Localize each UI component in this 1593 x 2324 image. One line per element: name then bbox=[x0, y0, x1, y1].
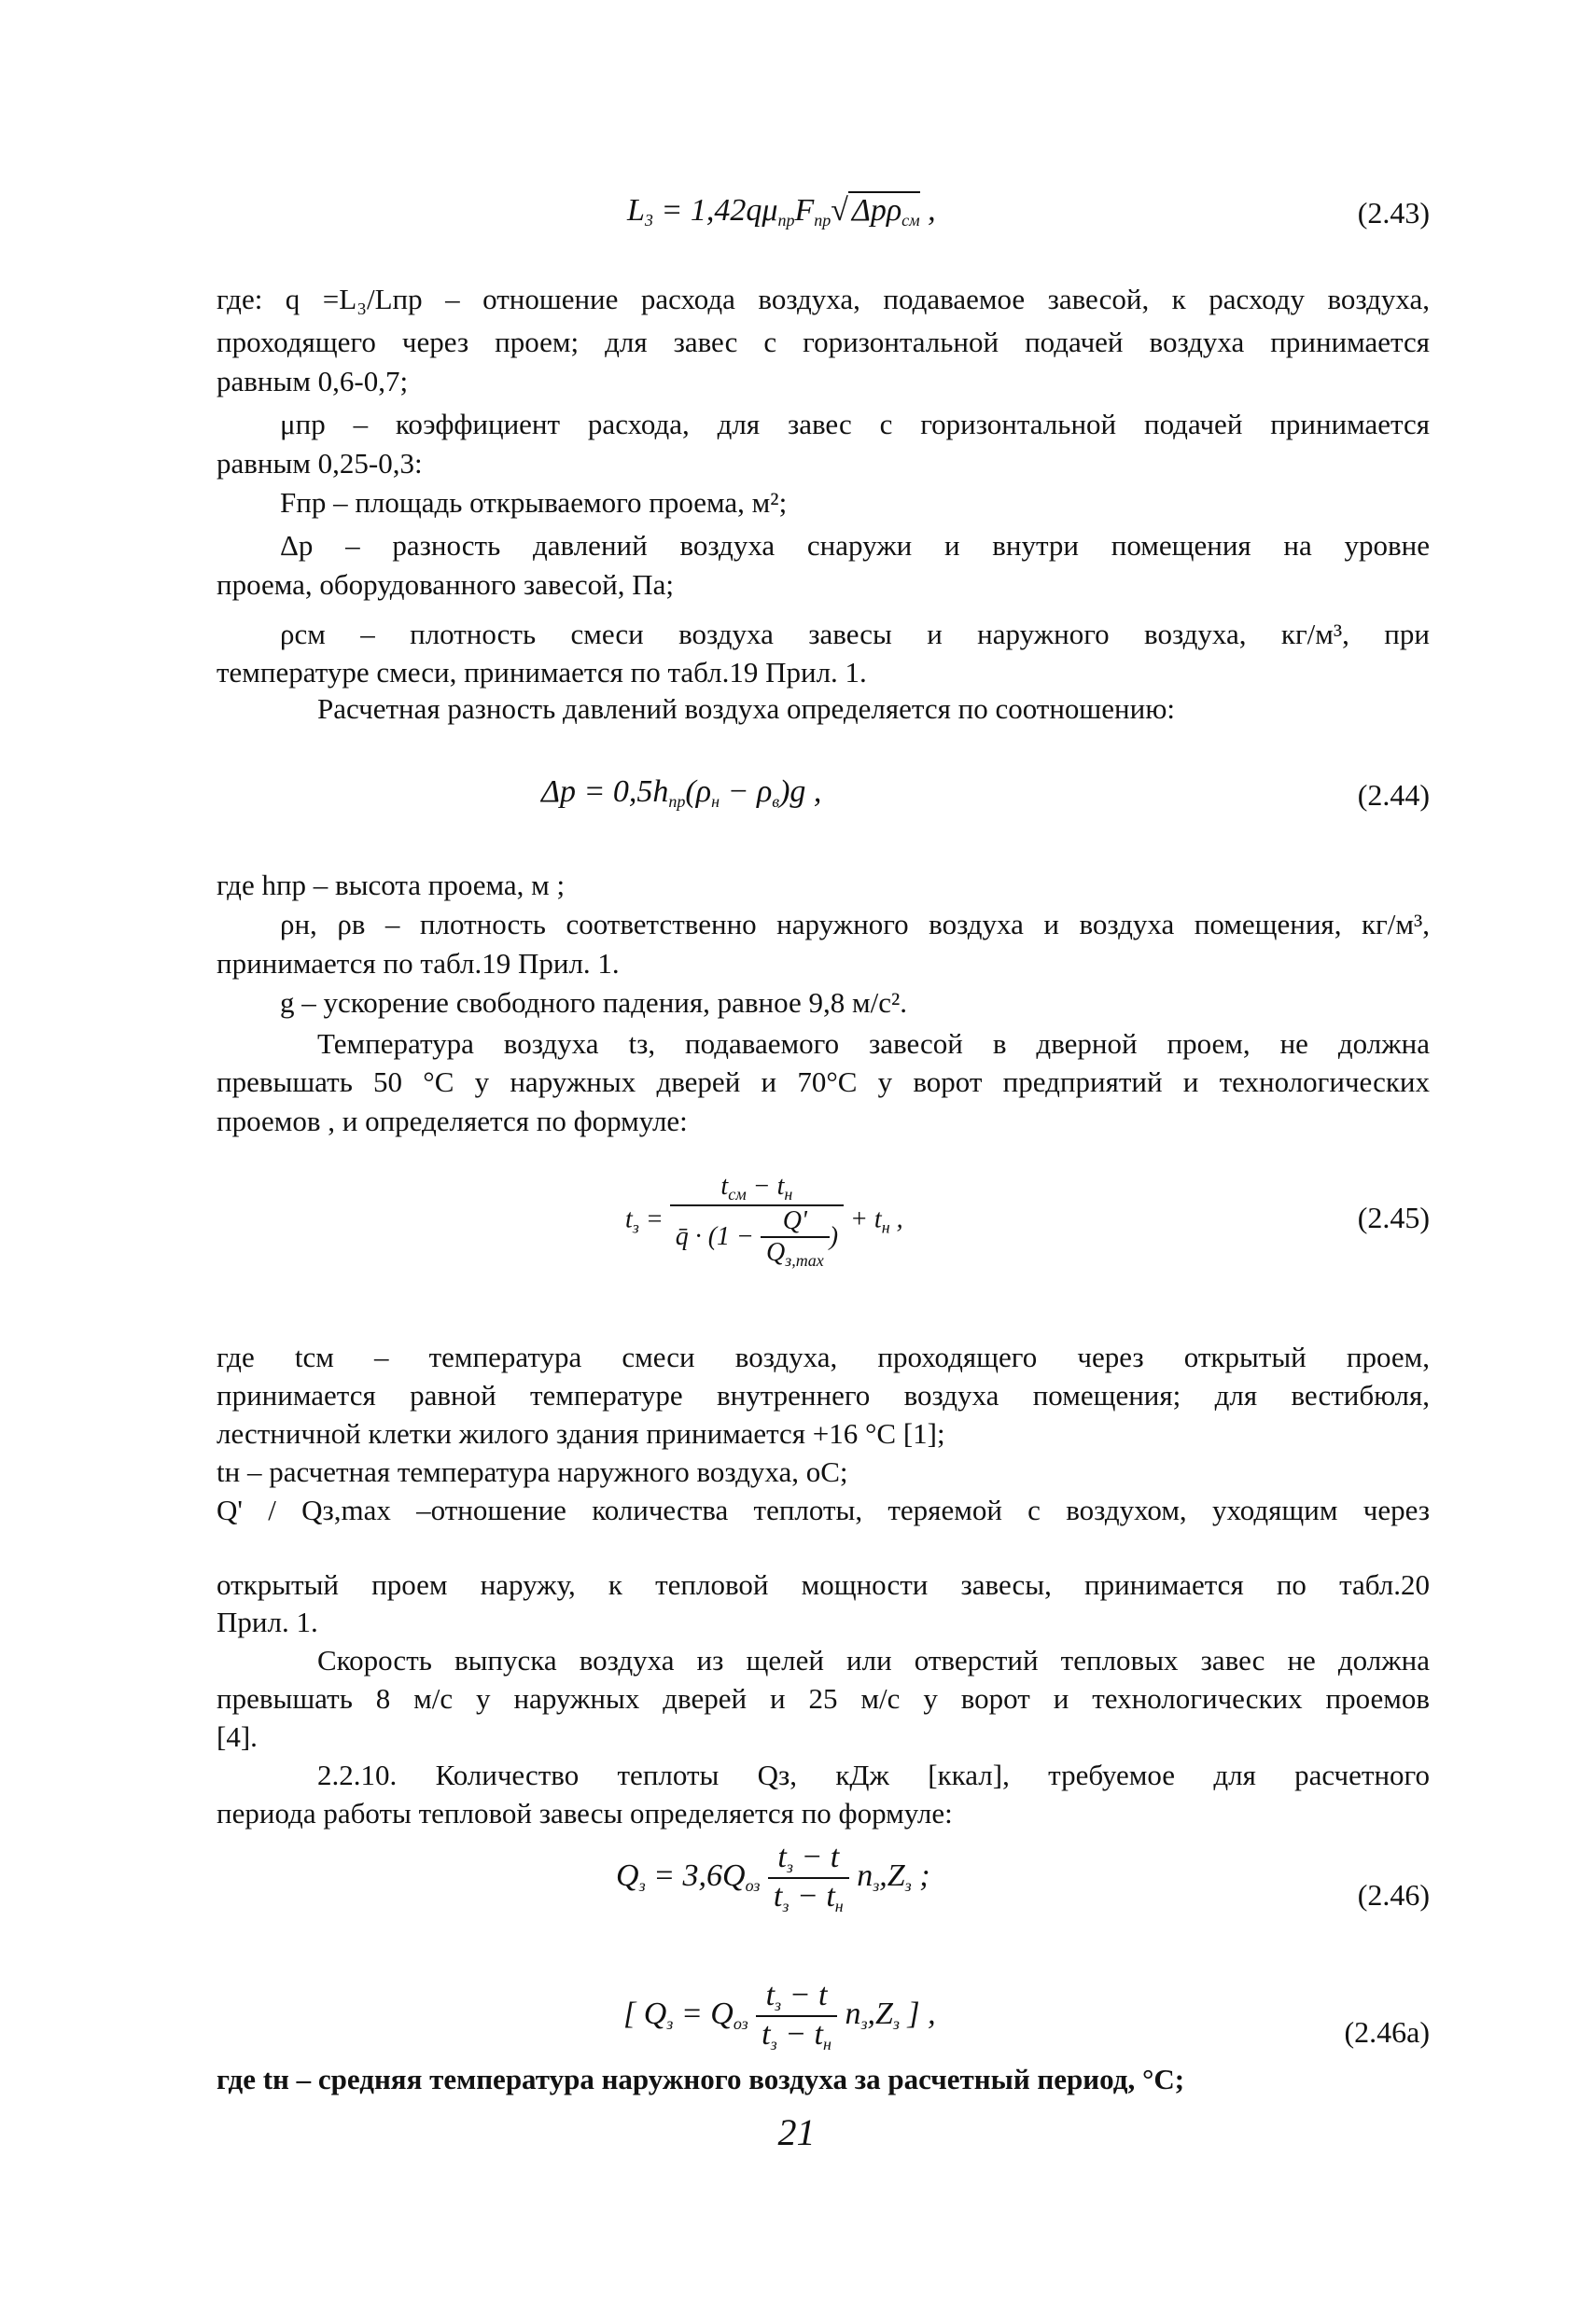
text-line: где tн – средняя температура наружного воздуха за расчетный период, °С; bbox=[217, 2063, 1185, 2095]
text-line: открытый проем наружу, к тепловой мощности завесы, принимается по табл.20 bbox=[217, 1568, 1430, 1601]
text-line: где tсм – температура смеси воздуха, проходящего через открытый проем, bbox=[217, 1341, 1430, 1373]
text-line: Расчетная разность давлений воздуха определяется по соотношению: bbox=[317, 692, 1176, 725]
equation-number-2-46: (2.46) bbox=[1357, 1878, 1430, 1912]
text-line: превышать 50 °С у наружных дверей и 70°С у ворот предприятий и технологических bbox=[217, 1065, 1430, 1098]
formula-2-43: $L_3 = 1,42q\mu_{пр}F_{пр}√$ Δpρ$_{см}$ , bbox=[627, 193, 936, 230]
text-line: периода работы тепловой завесы определяется по формуле: bbox=[217, 1797, 953, 1830]
text-line: принимается равной температуре внутреннего воздуха помещения; для вестибюля, bbox=[217, 1379, 1430, 1412]
equation-number-2-46a: (2.46а) bbox=[1344, 2015, 1430, 2049]
page-number: 21 bbox=[777, 2111, 816, 2153]
text-line: равным 0,6-0,7; bbox=[217, 365, 409, 397]
text-line: где: q =L₃/Lпр – отношение расхода воздуха, подаваемое завесой, к расходу воздуха, bbox=[217, 283, 1430, 315]
text-line: [4]. bbox=[217, 1720, 258, 1753]
text-line: Температура воздуха tз, подаваемого завесой в дверной проем, не должна bbox=[317, 1027, 1430, 1060]
equation-number-2-43: (2.43) bbox=[1357, 196, 1430, 230]
text-line: Прил. 1. bbox=[217, 1606, 318, 1638]
formula-2-45: $t_з$ = $t_{см} - t_н$ q̄ · (1 − $\frac{Q'}{Q_{з,max}}$ ) + $t_н$ , bbox=[625, 1172, 903, 1270]
text-line: g – ускорение свободного падения, равное 9,8 м/с². bbox=[280, 986, 908, 1019]
text-line: Q' / Qз,max –отношение количества теплоты, теряемой с воздухом, уходящим через bbox=[217, 1494, 1430, 1526]
text-line: ρн, ρв – плотность соответственно наружного воздуха и воздуха помещения, кг/м³, bbox=[280, 908, 1430, 940]
text-line: принимается по табл.19 Прил. 1. bbox=[217, 947, 620, 980]
text-line: проемов , и определяется по формуле: bbox=[217, 1105, 688, 1137]
text-line: 2.2.10. Количество теплоты Qз, кДж [ккал], требуемое для расчетного bbox=[317, 1759, 1430, 1791]
text-line: проходящего через проем; для завес с горизонтальной подачей воздуха принимается bbox=[217, 326, 1430, 358]
equation-number-2-44: (2.44) bbox=[1357, 778, 1430, 812]
text-line: температуре смеси, принимается по табл.19 Прил. 1. bbox=[217, 656, 867, 689]
formula-2-46: $Q_з = 3,6Q_{оз}$ $\frac{t_з - t}{t_з - t_н}$ $n_з,Z_з$ ; bbox=[616, 1840, 930, 1915]
text-line: где hпр – высота проема, м ; bbox=[217, 869, 566, 901]
text-line: tн – расчетная температура наружного воздуха, оС; bbox=[217, 1455, 848, 1488]
text-line: проема, оборудованного завесой, Па; bbox=[217, 568, 675, 601]
text-line: ρсм – плотность смеси воздуха завесы и наружного воздуха, кг/м³, при bbox=[280, 618, 1430, 650]
formula-2-46a: [ $Q_з = Q_{оз}$ $\frac{t_з - t}{t_з - t_н}$ $n_з,Z_з$ ] , bbox=[623, 1978, 936, 2053]
formula-2-44: $\Delta p = 0,5h_{пр}(\rho_н - \rho_в)g$ , bbox=[541, 774, 822, 811]
text-line: равным 0,25-0,3: bbox=[217, 447, 423, 480]
text-line: Δp – разность давлений воздуха снаружи и внутри помещения на уровне bbox=[280, 529, 1430, 562]
text-line: превышать 8 м/с у наружных дверей и 25 м/с у ворот и технологических проемов bbox=[217, 1682, 1430, 1715]
text-line: лестничной клетки жилого здания принимается +16 °С [1]; bbox=[217, 1417, 945, 1450]
text-line: Fпр – площадь открываемого проема, м²; bbox=[280, 486, 788, 519]
equation-number-2-45: (2.45) bbox=[1357, 1201, 1430, 1234]
text-line: Скорость выпуска воздуха из щелей или отверстий тепловых завес не должна bbox=[317, 1644, 1430, 1677]
text-line: μпр – коэффициент расхода, для завес с горизонтальной подачей принимается bbox=[280, 408, 1430, 440]
